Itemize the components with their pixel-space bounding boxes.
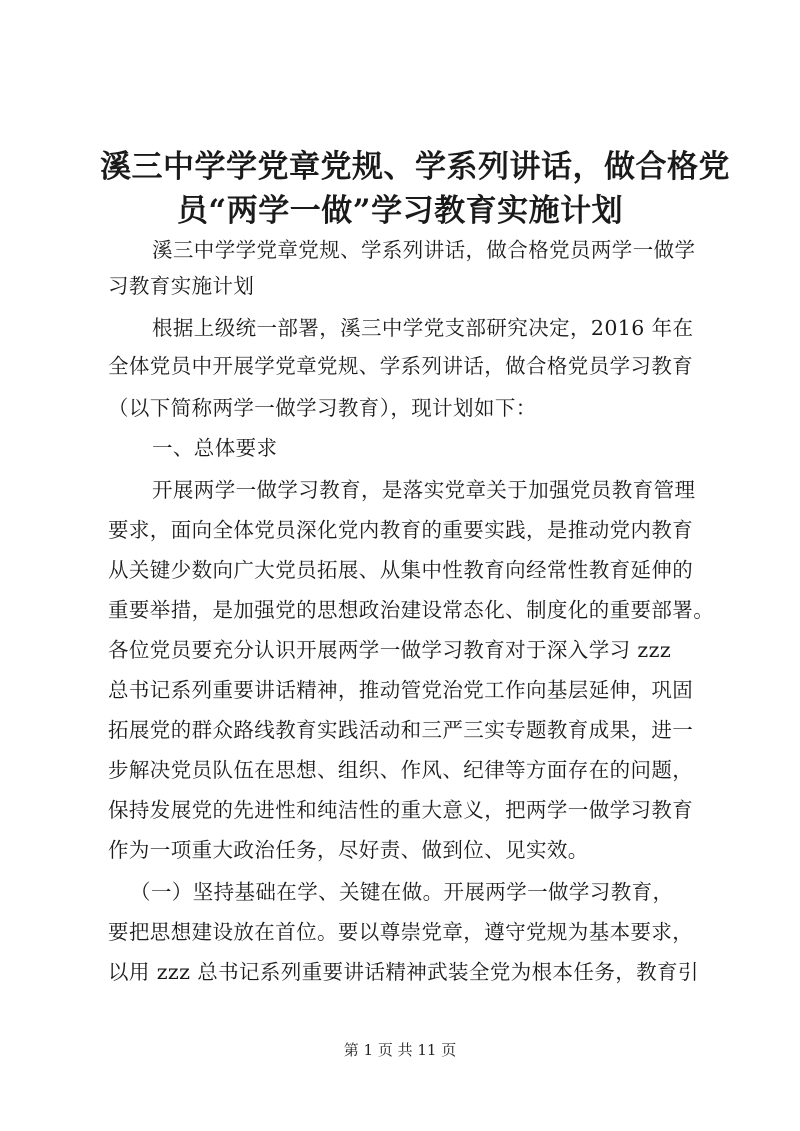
body-line: 要把思想建设放在首位。要以尊崇党章，遵守党规为基本要求， bbox=[108, 920, 694, 944]
body-line: 以用 zzz 总书记系列重要讲话精神武装全党为根本任务，教育引 bbox=[108, 960, 699, 984]
body-line: 全体党员中开展学党章党规、学系列讲话，做合格党员学习教育 bbox=[108, 354, 694, 378]
document-title-line-2: 员“两学一做”学习教育实施计划 bbox=[176, 193, 624, 229]
body-line: （以下简称两学一做学习教育），现计划如下： bbox=[108, 396, 537, 420]
body-line: 溪三中学学党章党规、学系列讲话，做合格党员两学一做学 bbox=[152, 238, 696, 262]
body-line: 开展两学一做学习教育，是落实党章关于加强党员教育管理 bbox=[152, 478, 696, 502]
body-line: 各位党员要充分认识开展两学一做学习教育对于深入学习 zzz bbox=[108, 638, 672, 662]
body-line: 习教育实施计划 bbox=[108, 274, 255, 298]
body-line: 拓展党的群众路线教育实践活动和三严三实专题教育成果，进一 bbox=[108, 718, 694, 742]
body-line: （一）坚持基础在学、关键在做。开展两学一做学习教育， bbox=[130, 880, 674, 904]
body-line: 总书记系列重要讲话精神，推动管党治党工作向基层延伸，巩固 bbox=[108, 678, 694, 702]
section-heading: 一、总体要求 bbox=[152, 436, 278, 460]
body-line: 根据上级统一部署，溪三中学党支部研究决定，2016 年在 bbox=[152, 316, 694, 340]
body-line: 作为一项重大政治任务，尽好责、做到位、见实效。 bbox=[108, 838, 589, 862]
body-line: 重要举措，是加强党的思想政治建设常态化、制度化的重要部署。 bbox=[108, 598, 715, 622]
body-line: 步解决党员队伍在思想、组织、作风、纪律等方面存在的问题， bbox=[108, 758, 694, 782]
body-line: 保持发展党的先进性和纯洁性的重大意义，把两学一做学习教育 bbox=[108, 798, 694, 822]
body-line: 从关键少数向广大党员拓展、从集中性教育向经常性教育延伸的 bbox=[108, 558, 694, 582]
body-line: 要求，面向全体党员深化党内教育的重要实践，是推动党内教育 bbox=[108, 518, 694, 542]
page-number-footer: 第 1 页 共 11 页 bbox=[343, 1041, 457, 1059]
document-title-line-1: 溪三中学学党章党规、学系列讲话，做合格党 bbox=[100, 149, 730, 185]
